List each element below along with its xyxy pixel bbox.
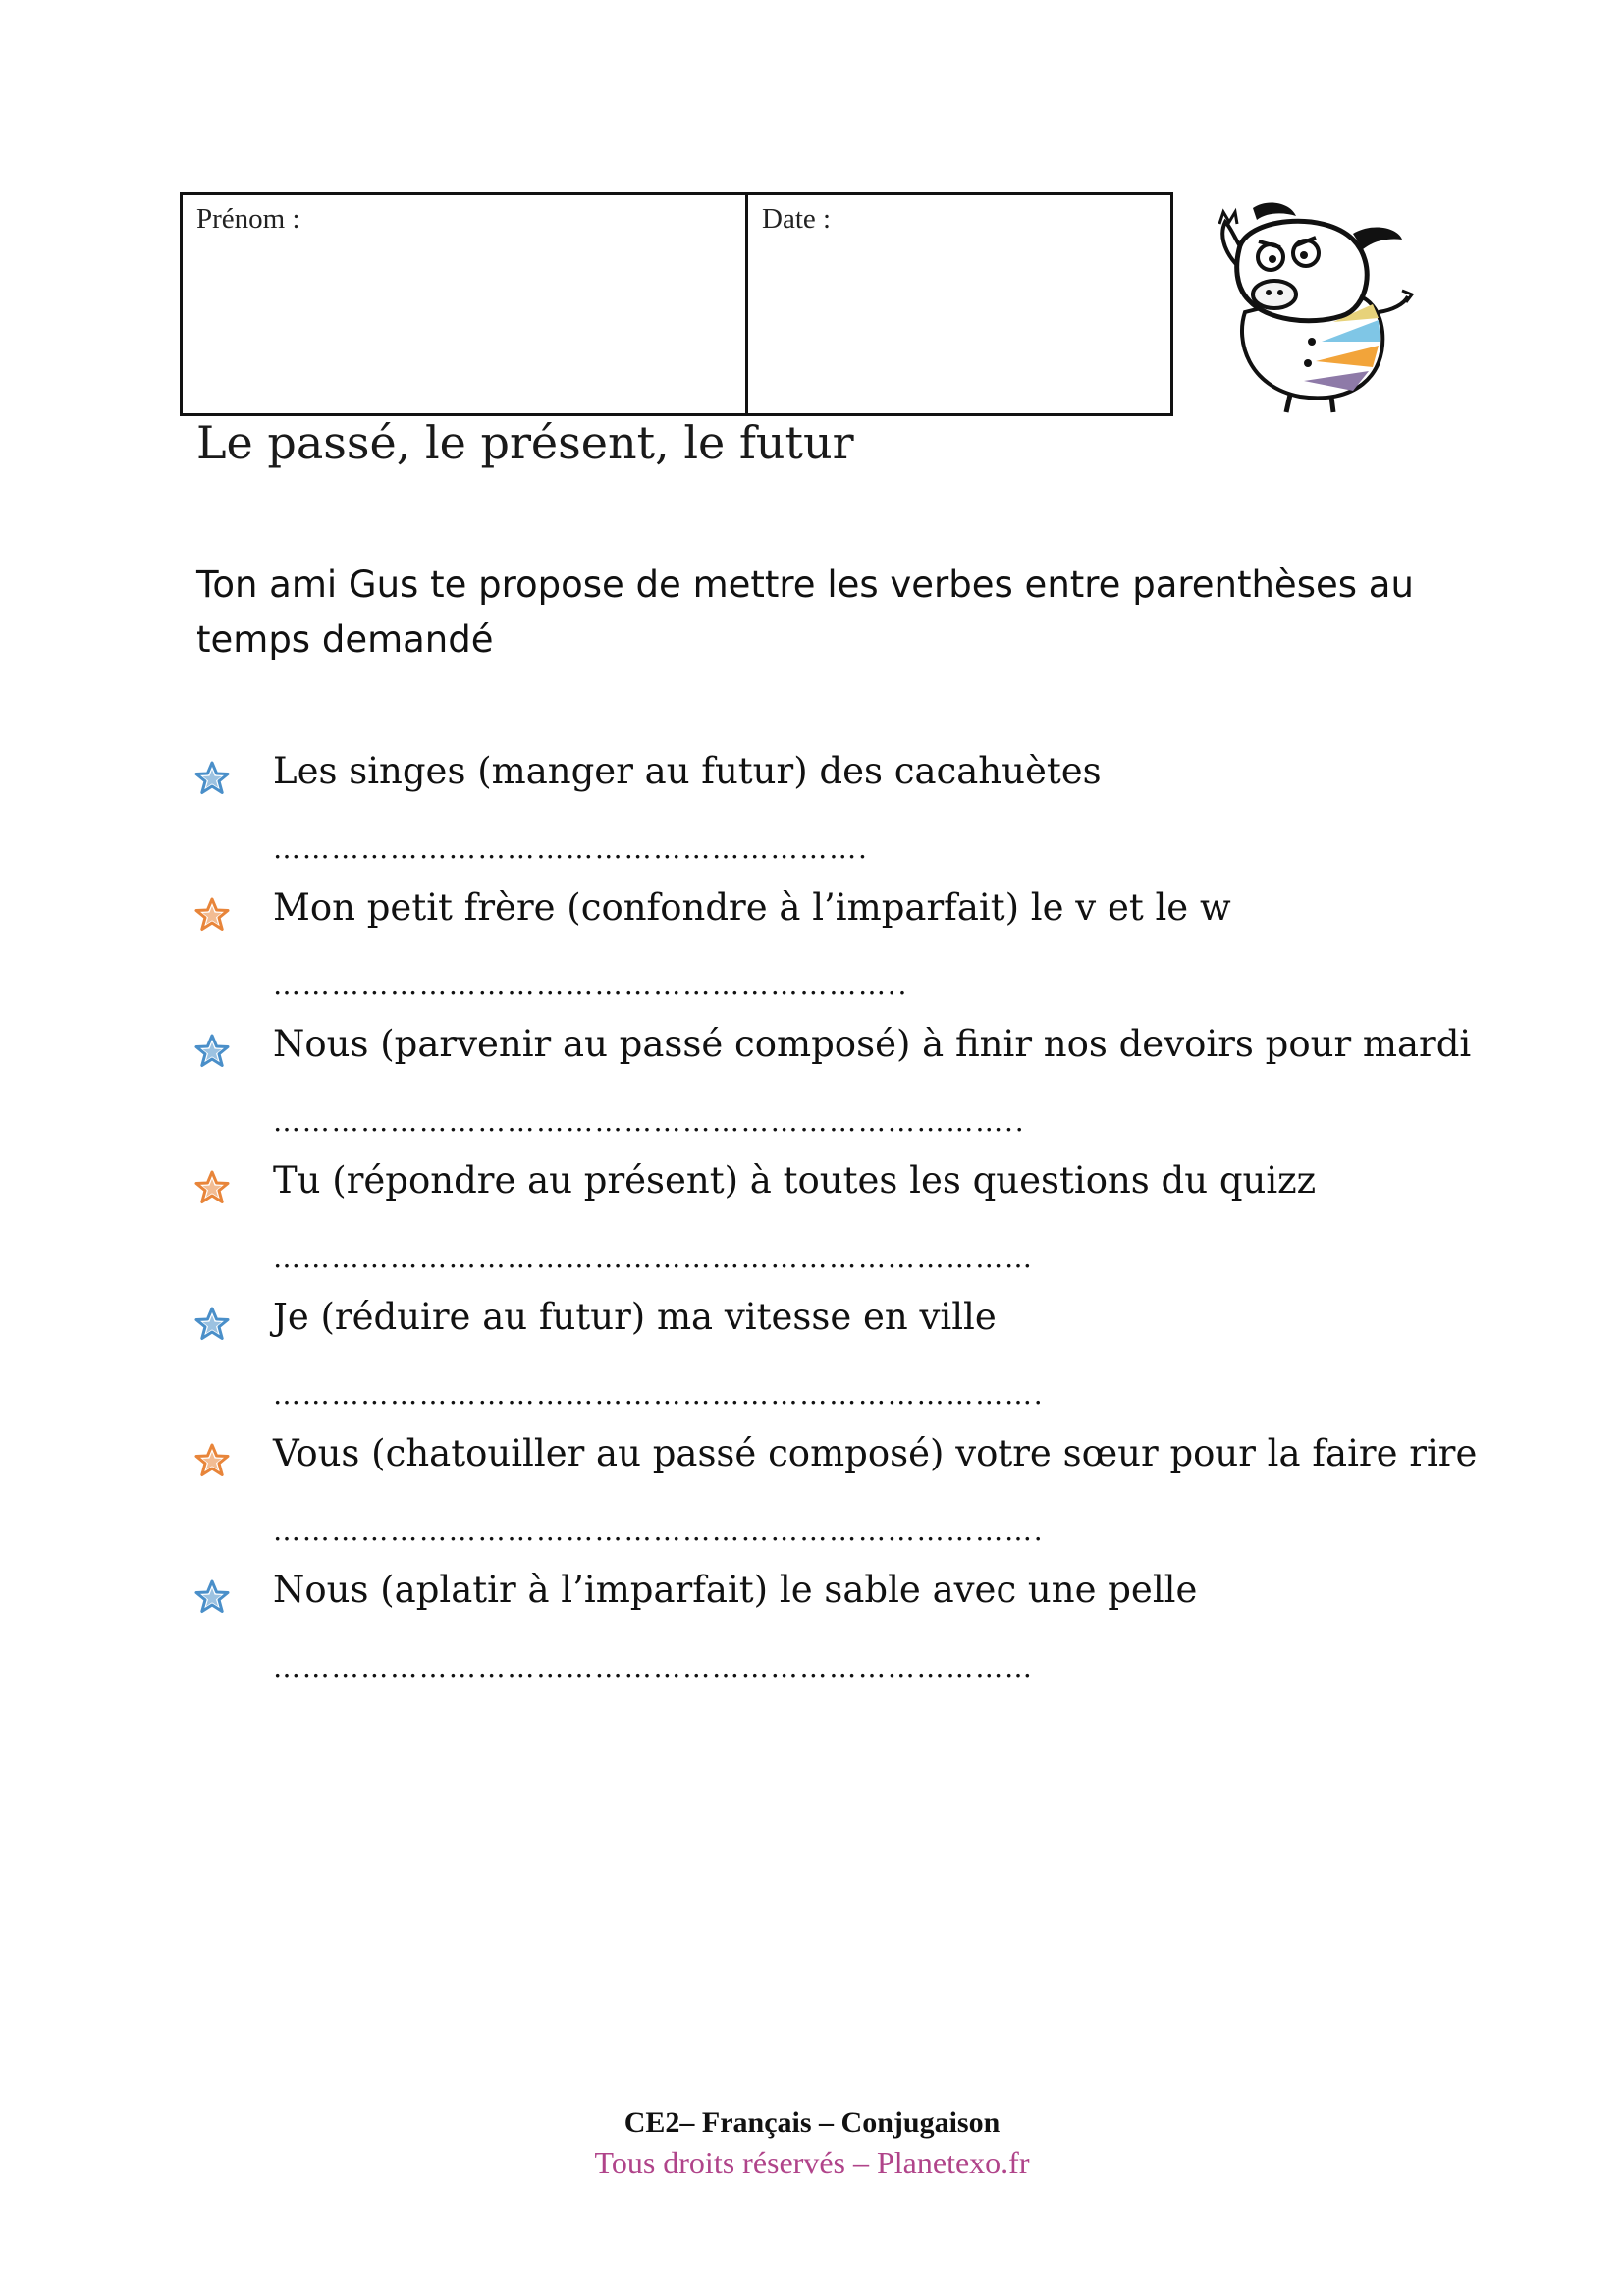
exercise-item: [0, 1023, 1624, 1159]
answer-line[interactable]: …………………………………………………………………..: [273, 1105, 1026, 1138]
answer-line[interactable]: ……………………………………………………………………: [273, 1651, 1034, 1683]
exercise-sentence: Vous (chatouiller au passé composé) votre sœur pour la faire rire: [273, 1432, 1478, 1474]
footer-subject: CE2– Français – Conjugaison: [623, 2107, 1001, 2139]
exercise-item: [0, 886, 1624, 1023]
answer-line[interactable]: ……………………………………………………………………: [273, 1242, 1034, 1274]
date-field[interactable]: [748, 195, 1170, 413]
sheep-mascot-icon: [1206, 194, 1417, 415]
exercise-item: [0, 1296, 1624, 1432]
exercise-item: [0, 1159, 1624, 1296]
exercise-item: [0, 1432, 1624, 1569]
star-icon: [194, 1579, 230, 1615]
answer-line[interactable]: ………………………………………………………..: [273, 969, 909, 1001]
exercise-sentence: Nous (aplatir à l’imparfait) le sable avec une pelle: [273, 1569, 1198, 1611]
instruction-text: Ton ami Gus te propose de mettre les verbes entre parenthèses au temps demandé: [196, 563, 1414, 661]
footer: [0, 2105, 1624, 2183]
exercise-sentence: Tu (répondre au présent) à toutes les questions du quizz: [273, 1159, 1317, 1201]
answer-line[interactable]: …………………………………………………………………….: [273, 1515, 1045, 1547]
exercise-item: [0, 750, 1624, 886]
exercise-sentence: Nous (parvenir au passé composé) à finir nos devoirs pour mardi: [273, 1023, 1472, 1065]
exercise-sentence: Je (réduire au futur) ma vitesse en ville: [273, 1296, 997, 1338]
star-icon: [194, 1443, 230, 1478]
star-icon: [194, 1307, 230, 1342]
name-date-table: [180, 192, 1173, 416]
prenom-label: Prénom :: [196, 203, 300, 235]
exercise-sentence: Mon petit frère (confondre à l’imparfait) le v et le w: [273, 886, 1231, 929]
exercise-item: [0, 1569, 1624, 1705]
star-icon: [194, 761, 230, 796]
star-icon: [194, 897, 230, 933]
footer-copyright: Tous droits réservés – Planetexo.fr: [594, 2145, 1030, 2180]
answer-line[interactable]: …………………………………………………….: [273, 832, 869, 865]
date-label: Date :: [762, 203, 832, 235]
star-icon: [194, 1034, 230, 1069]
page-title: Le passé, le présent, le futur: [196, 416, 854, 469]
exercise-sentence: Les singes (manger au futur) des cacahuètes: [273, 750, 1102, 792]
exercise-list: [0, 750, 1624, 1705]
prenom-field[interactable]: [183, 195, 748, 413]
star-icon: [194, 1170, 230, 1205]
answer-line[interactable]: …………………………………………………………………….: [273, 1378, 1045, 1411]
